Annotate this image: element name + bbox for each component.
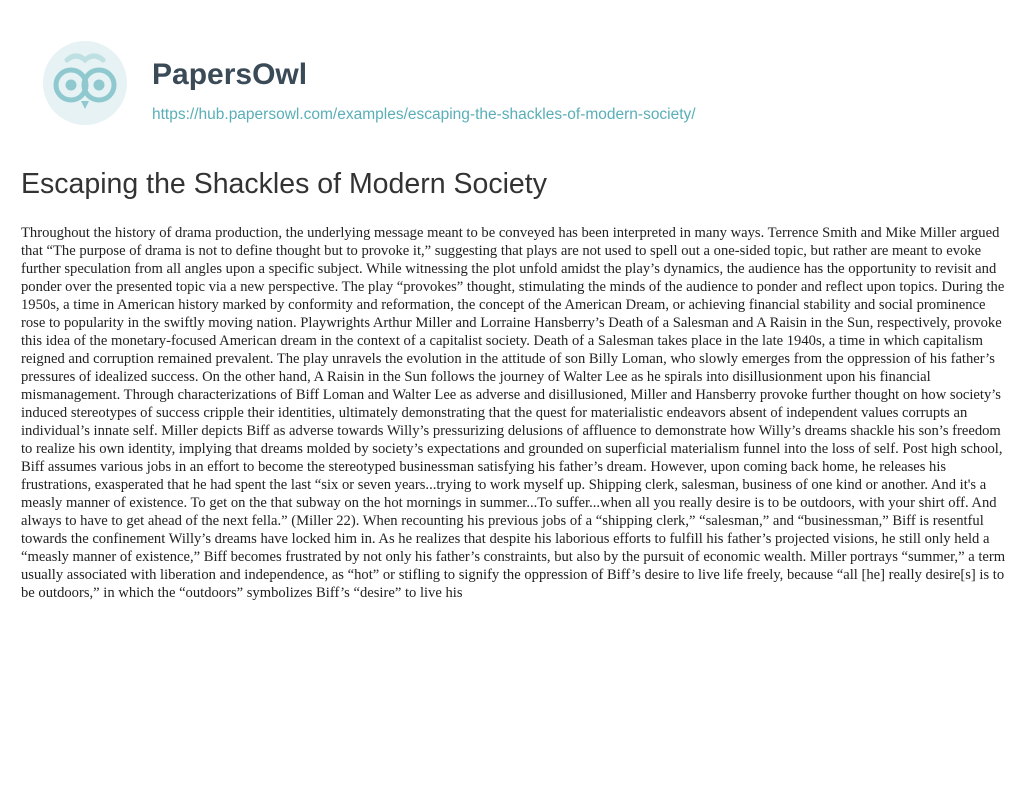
page-header bbox=[0, 0, 1024, 160]
document-body: Throughout the history of drama production, the underlying message meant to be conveyed has been interpreted in many ways. Terrence Smith and Mike Miller argued that “The purpose of drama is not to define thought but to provoke it,” suggesting that plays are not used to spell out a one-sided topic, but rather are meant to evoke further speculation from all angles upon a specific subject. While witnessing the plot unfold amidst the play’s dynamics, the audience has the opportunity to revisit and ponder over the presented topic via a new perspective. The play “provokes” thought, stimulating the minds of the audience to ponder and reflect upon topics. During the 1950s, a time in American history marked by conformity and reformation, the concept of the American Dream, or achieving financial stability and social prominence rose to popularity in the swiftly moving nation. Playwrights Arthur Miller and Lorraine Hansberry’s Death of a Salesman and A Raisin in the Sun, respectively, provoke this idea of the monetary-focused American dream in the context of a capitalist society. Death of a Salesman takes place in the late 1940s, a time in which capitalism reigned and corruption remained prevalent. The play unravels the evolution in the attitude of son Billy Loman, who slowly emerges from the oppression of his father’s pressures of idealized success. On the other hand, A Raisin in the Sun follows the journey of Walter Lee as he spirals into disillusionment upon his financial mismanagement. Through characterizations of Biff Loman and Walter Lee as adverse and disillusioned, Miller and Hansberry provoke further thought on how society’s induced stereotypes of success cripple their identities, ultimately demonstrating that the quest for materialistic endeavors absent of independent values corrupts an individual’s innate self. Miller depicts Biff as adverse towards Willy’s pressurizing delusions of affluence to demonstrate how Willy’s dreams shackle his son’s freedom to realize his own identity, implying that dreams molded by society’s expectations and grounded on superficial materialism funnel into the loss of self. Post high school, Biff assumes various jobs in an effort to become the stereotyped businessman satisfying his father’s dream. However, upon coming back home, he releases his frustrations, exasperated that he had spent the last “six or seven years...trying to work myself up. Shipping clerk, salesman, business of one kind or another. And it's a measly manner of existence. To get on the that subway on the hot mornings in summer...To suffer...when all you really desire is to be outdoors, with your shirt off. And always to have to get ahead of the next fella.” (Miller 22). When recounting his previous jobs of a “shipping clerk,” “salesman,” and “businessman,” Biff is resentful towards the confinement Willy’s dreams have locked him in. As he realizes that despite his laborious efforts to fulfill his father’s projected visions, he still only held a “measly manner of existence,” Biff becomes frustrated by not only his father’s constraints, but also by the pursuit of economic wealth. Miller portrays “summer,” a term usually associated with liberation and independence, as “hot” or stifling to signify the oppression of Biff’s desire to live life freely, because “all [he] really desire[s] is to be outdoors,” in which the “outdoors” symbolizes Biff’s “desire” to live his bbox=[21, 225, 1006, 601]
document-title: Escaping the Shackles of Modern Society bbox=[21, 168, 547, 200]
source-url-link[interactable]: https://hub.papersowl.com/examples/escaping-the-shackles-of-modern-society/ bbox=[152, 106, 696, 123]
brand-name: PapersOwl bbox=[152, 58, 308, 91]
bottom-fade-overlay bbox=[0, 690, 1024, 786]
owl-face-icon bbox=[40, 38, 130, 128]
